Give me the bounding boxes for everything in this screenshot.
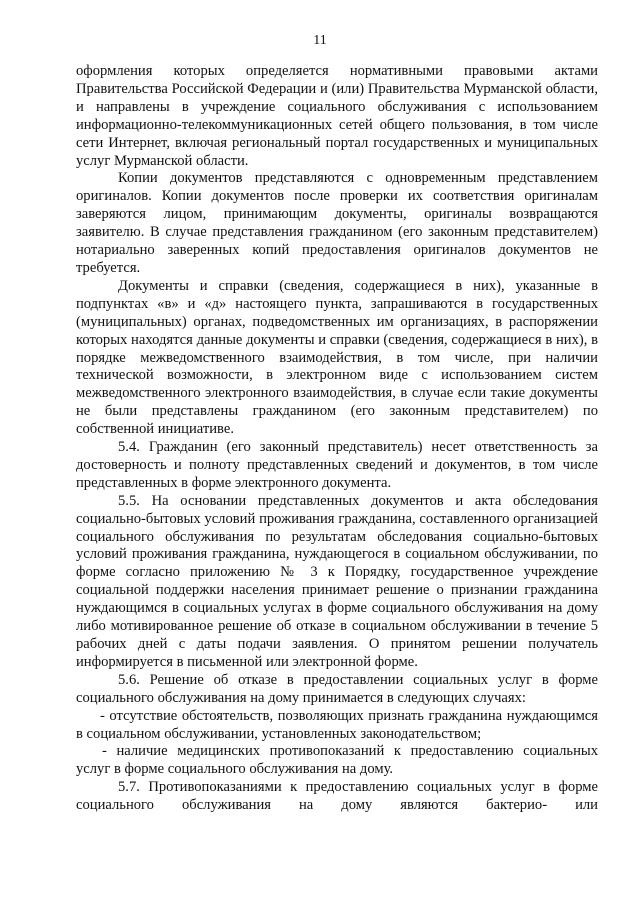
paragraph-copies: Копии документов представляются с одновременным представлением оригиналов. Копии документов после проверки их соответствия оригиналам заверяются лицом, принимающим документы, оригиналы возвращаются заявителю. В случае представления гражданином (его законным представителем) нотариально заверенных копий предоставления оригиналов документов не требуется. [76, 170, 598, 276]
paragraph-5-7: 5.7. Противопоказаниями к предоставлению социальных услуг в форме социального обслуживания на дому являются бактерио- или [76, 779, 598, 814]
page-number: 11 [313, 33, 327, 48]
paragraph-5-5: 5.5. На основании представленных документов и акта обследования социально-бытовых условий проживания гражданина, составленного организацией социального обслуживания по результатам обследования социально-бытовых условий проживания гражданина, нуждающегося в социальном обслуживании, по форме согласно приложению № 3 к Порядку, государственное учреждение социальной поддержки населения принимает решение о признании гражданина нуждающимся в социальных услугах в форме социального обслуживания на дому либо мотивированное решение об отказе в социальном обслуживании в течение 5 рабочих дней с даты подачи заявления. О принятом решении получатель информируется в письменной или электронной форме. [76, 492, 598, 670]
paragraph-continuation: оформления которых определяется нормативными правовыми актами Правительства Российской Федерации и (или) Правительства Мурманской области, и направлены в учреждение социального обслуживания с использованием информационно-телекоммуникационных сетей общего пользования, в том числе сети Интернет, включая региональный портал государственных и муниципальных услуг Мурманской области. [76, 63, 598, 169]
list-item-no-circumstances: - отсутствие обстоятельств, позволяющих признать гражданина нуждающимся в социальном обслуживании, установленных законодательством; [76, 707, 598, 742]
list-item-medical-contraindications: - наличие медицинских противопоказаний к предоставлению социальных услуг в форме социального обслуживания на дому. [76, 743, 598, 778]
paragraph-5-4: 5.4. Гражданин (его законный представитель) несет ответственность за достоверность и полноту представленных сведений и документов, в том числе представленных в форме электронного документа. [76, 439, 598, 491]
paragraph-documents-requests: Документы и справки (сведения, содержащиеся в них), указанные в подпунктах «в» и «д» настоящего пункта, запрашиваются в государственных (муниципальных) органах, подведомственных им организациях, в распоряжении которых находятся данные документы и справки (сведения, содержащиеся в них), в порядке межведомственного взаимодействия, в том числе, при наличии технической возможности, в электронном виде с использованием систем межведомственного электронного взаимодействия, в случае если такие документы не были представлены гражданином (его законным представителем) по собственной инициативе. [76, 277, 598, 438]
document-body [76, 63, 598, 815]
paragraph-5-6: 5.6. Решение об отказе в предоставлении социальных услуг в форме социального обслуживания на дому принимается в следующих случаях: [76, 671, 598, 706]
